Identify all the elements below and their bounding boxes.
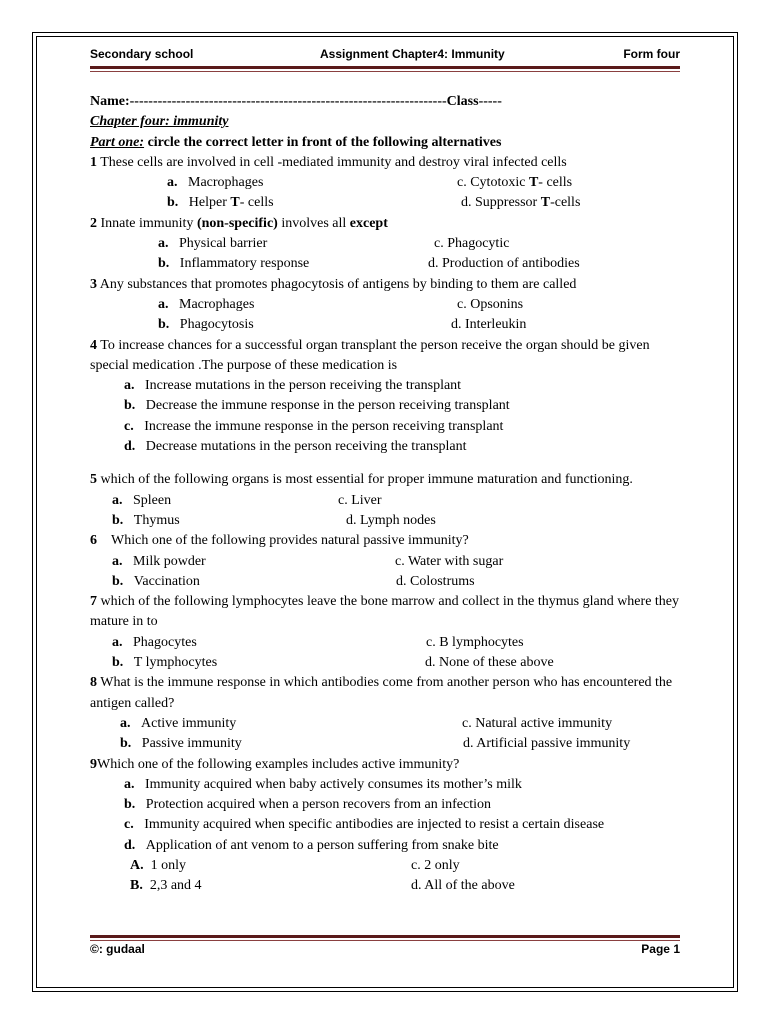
answer-B: B. 2,3 and 4 <box>130 878 202 894</box>
option-c: c. Natural active immunity <box>462 715 613 731</box>
option-d: d. Interleukin <box>451 317 527 333</box>
name-class-line: Name:--------------------------------------------------------------------Class----- <box>90 94 502 109</box>
option-a: a. Active immunity <box>120 715 237 731</box>
question-5-options-row-2 <box>90 511 680 531</box>
option-b: b. Passive immunity <box>120 736 242 752</box>
header-assignment: Assignment Chapter4: Immunity <box>320 47 505 61</box>
question-6-options-row-2 <box>90 572 680 592</box>
chapter-title: Chapter four: immunity <box>90 114 229 130</box>
question-8-options-row-2 <box>90 734 680 754</box>
option-c: c. Cytotoxic T- cells <box>457 175 573 191</box>
question-9-answers-row-1 <box>90 856 680 876</box>
worksheet-body <box>90 92 680 897</box>
question-3: 3 Any substances that promotes phagocytosis of antigens by binding to them are called <box>90 276 577 292</box>
header-rule-thin <box>90 71 680 72</box>
question-3-options-row-1 <box>90 295 680 315</box>
header-school: Secondary school <box>90 47 194 61</box>
option-b: b. Thymus <box>112 512 180 528</box>
question-9-option-a: a. Immunity acquired when baby actively consumes its mother’s milk <box>124 776 522 792</box>
question-3-options-row-2 <box>90 315 680 335</box>
question-9-answers-row-2 <box>90 876 680 896</box>
option-c: c. Phagocytic <box>434 236 510 252</box>
option-d: d. Suppressor T-cells <box>461 195 581 211</box>
option-c: c. Water with sugar <box>395 553 504 569</box>
page-header <box>90 47 680 65</box>
question-5: 5 which of the following organs is most essential for proper immune maturation and functioning. <box>90 472 633 488</box>
question-5-options-row-1 <box>90 491 680 511</box>
question-9-option-c: c. Immunity acquired when specific antibodies are injected to resist a certain disease <box>124 817 605 833</box>
header-rule <box>90 66 680 69</box>
footer-copyright: ©: gudaal <box>90 942 145 956</box>
option-d: d. Production of antibodies <box>428 256 580 272</box>
question-2: 2 Innate immunity (non-specific) involves all except <box>90 215 388 231</box>
footer-rule-thin <box>90 940 680 941</box>
option-b: b. Phagocytosis <box>158 317 254 333</box>
question-6-options-row-1 <box>90 552 680 572</box>
option-a: a. Macrophages <box>167 175 264 191</box>
question-7: 7 which of the following lymphocytes leave the bone marrow and collect in the thymus gland where they mature in to <box>90 594 680 630</box>
part-one-instruction: Part one: circle the correct letter in front of the following alternatives <box>90 134 502 150</box>
question-1: 1 These cells are involved in cell -mediated immunity and destroy viral infected cells <box>90 154 567 170</box>
question-6: 6 Which one of the following provides natural passive immunity? <box>90 533 469 549</box>
question-2-options-row-1 <box>90 234 680 254</box>
option-d: d. Artificial passive immunity <box>463 736 631 752</box>
option-a: a. Phagocytes <box>112 634 197 650</box>
option-b: b. Inflammatory response <box>158 256 310 272</box>
answer-C: c. 2 only <box>411 857 460 873</box>
question-4-option-a: a. Increase mutations in the person receiving the transplant <box>124 378 462 394</box>
question-4-option-b: b. Decrease the immune response in the person receiving transplant <box>124 398 510 414</box>
option-b: b. T lymphocytes <box>112 655 218 671</box>
question-7-options-row-1 <box>90 633 680 653</box>
question-9-option-d: d. Application of ant venom to a person suffering from snake bite <box>124 837 499 853</box>
question-2-options-row-2 <box>90 254 680 274</box>
option-c: c. Liver <box>338 492 382 508</box>
answer-D: d. All of the above <box>411 878 515 894</box>
question-8: 8 What is the immune response in which antibodies come from another person who has encountered the antigen called? <box>90 675 673 711</box>
question-4: 4 To increase chances for a successful organ transplant the person receive the organ should be given special medication .The purpose of these medication is <box>90 337 650 373</box>
option-d: d. Lymph nodes <box>346 512 436 528</box>
question-7-options-row-2 <box>90 653 680 673</box>
option-b: b. Helper T- cells <box>167 195 274 211</box>
option-d: d. None of these above <box>425 655 554 671</box>
question-9: 9Which one of the following examples includes active immunity? <box>90 756 460 772</box>
question-8-options-row-1 <box>90 714 680 734</box>
question-1-options-row-2 <box>90 193 680 213</box>
option-b: b. Vaccination <box>112 573 200 589</box>
question-1-options-row-1 <box>90 173 680 193</box>
option-c: c. B lymphocytes <box>426 634 524 650</box>
question-4-option-c: c. Increase the immune response in the person receiving transplant <box>124 418 504 434</box>
question-9-option-b: b. Protection acquired when a person recovers from an infection <box>124 797 491 813</box>
option-a: a. Milk powder <box>112 553 206 569</box>
option-a: a. Macrophages <box>158 296 255 312</box>
header-form: Form four <box>623 47 680 61</box>
option-d: d. Colostrums <box>396 573 475 589</box>
footer-page-number: Page 1 <box>641 942 680 956</box>
option-a: a. Physical barrier <box>158 236 268 252</box>
option-c: c. Opsonins <box>457 296 524 312</box>
page-footer <box>90 942 680 960</box>
question-4-option-d: d. Decrease mutations in the person receiving the transplant <box>124 439 467 455</box>
answer-A: A. 1 only <box>130 857 187 873</box>
option-a: a. Spleen <box>112 492 172 508</box>
footer-rule <box>90 935 680 938</box>
